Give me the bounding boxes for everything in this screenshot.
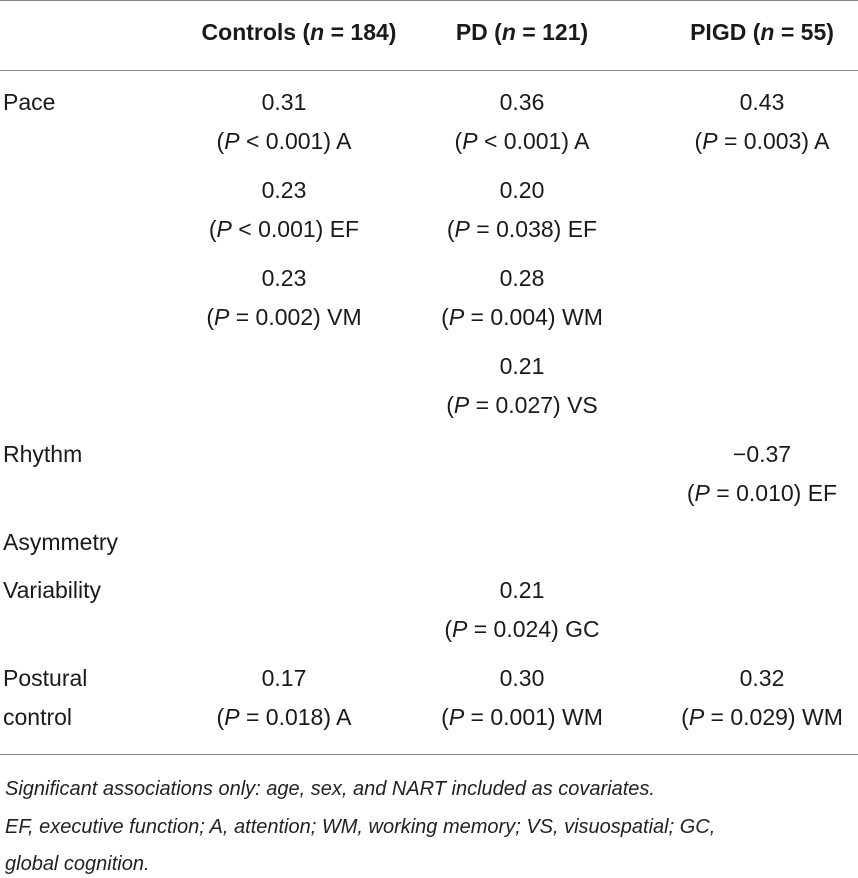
p-symbol: P	[448, 304, 465, 330]
p-symbol: P	[688, 704, 705, 730]
cell-value: 0.23	[261, 177, 307, 203]
cell-pd-postural-working-memory	[441, 659, 603, 737]
header-controls-count: = 184)	[324, 19, 397, 45]
cell-value: 0.43	[739, 89, 785, 115]
cell-value: 0.36	[499, 89, 545, 115]
header-controls-n: n	[310, 19, 325, 45]
row-label-asymmetry: Asymmetry	[3, 529, 118, 555]
cell-controls-pace-executive	[209, 171, 359, 249]
cell-pvalue: (P = 0.038) EF	[446, 216, 598, 242]
cell-pvalue: (P = 0.001) WM	[441, 704, 603, 730]
cell-pd-pace-visuospatial	[446, 347, 598, 425]
cell-pd-pace-working-memory	[441, 259, 603, 337]
cell-controls-postural-attention	[217, 659, 352, 737]
p-symbol: P	[462, 128, 478, 154]
cell-value: 0.23	[261, 265, 307, 291]
p-symbol: P	[453, 392, 470, 418]
header-pd-n: n	[501, 19, 516, 45]
p-symbol: P	[454, 216, 470, 242]
p-symbol: P	[448, 704, 465, 730]
header-pigd-count: = 55)	[774, 19, 834, 45]
row-label-pace: Pace	[3, 89, 56, 115]
p-symbol: P	[452, 616, 468, 642]
cell-pigd-rhythm-executive	[687, 435, 837, 513]
cell-pvalue: (P < 0.001) A	[216, 128, 352, 154]
cell-pigd-pace-attention	[695, 83, 830, 161]
cell-value: 0.20	[499, 177, 545, 203]
header-pigd	[690, 18, 834, 46]
header-controls	[202, 18, 397, 46]
footnote-covariates: Significant associations only: age, sex, and NART included as covariates.	[5, 778, 655, 800]
cell-pvalue: (P = 0.027) VS	[446, 392, 598, 418]
cell-value: 0.17	[261, 665, 307, 691]
header-pd	[456, 18, 588, 46]
cell-pd-pace-attention	[455, 83, 590, 161]
p-symbol: P	[216, 216, 232, 242]
header-controls-label: Controls (	[201, 19, 311, 45]
header-pigd-label: PIGD (	[690, 19, 761, 45]
cell-value: 0.21	[499, 577, 545, 603]
p-symbol: P	[224, 704, 240, 730]
cell-pd-pace-executive	[447, 171, 597, 249]
footnote-abbreviations-cont: global cognition.	[5, 853, 150, 875]
p-symbol: P	[694, 480, 710, 506]
cell-pvalue: (P < 0.001) A	[454, 128, 590, 154]
cell-value: 0.32	[739, 665, 785, 691]
cell-pvalue: (P = 0.003) A	[694, 128, 830, 154]
row-label-rhythm: Rhythm	[3, 441, 83, 467]
cell-pvalue: (P = 0.010) EF	[686, 480, 838, 506]
header-rule	[0, 70, 858, 71]
header-pd-label: PD (	[455, 19, 502, 45]
cell-value: 0.21	[499, 353, 545, 379]
cell-pigd-postural-working-memory	[681, 659, 843, 737]
cell-value: 0.30	[499, 665, 545, 691]
row-label-postural: Postural	[3, 665, 88, 691]
cell-pvalue: (P = 0.018) A	[216, 704, 352, 730]
table-top-rule	[0, 0, 858, 1]
cell-pvalue: (P < 0.001) EF	[208, 216, 360, 242]
footnote-abbreviations: EF, executive function; A, attention; WM, working memory; VS, visuospatial; GC,	[5, 816, 716, 838]
p-symbol: P	[702, 128, 718, 154]
cell-controls-pace-vm	[206, 259, 361, 337]
cell-pvalue: (P = 0.004) WM	[441, 304, 603, 330]
cell-pd-variability-global	[444, 571, 599, 649]
header-pigd-n: n	[760, 19, 775, 45]
row-label-variability: Variability	[3, 577, 101, 603]
cell-pvalue: (P = 0.029) WM	[681, 704, 843, 730]
cell-pvalue: (P = 0.024) GC	[444, 616, 600, 642]
p-symbol: P	[224, 128, 240, 154]
cell-pvalue: (P = 0.002) VM	[206, 304, 362, 330]
cell-value: −0.37	[732, 441, 792, 467]
cell-controls-pace-attention	[217, 83, 352, 161]
row-label-control: control	[3, 704, 73, 730]
cell-value: 0.31	[261, 89, 307, 115]
cell-value: 0.28	[499, 265, 545, 291]
header-pd-count: = 121)	[515, 19, 589, 45]
table-bottom-rule	[0, 754, 858, 755]
p-symbol: P	[214, 304, 230, 330]
